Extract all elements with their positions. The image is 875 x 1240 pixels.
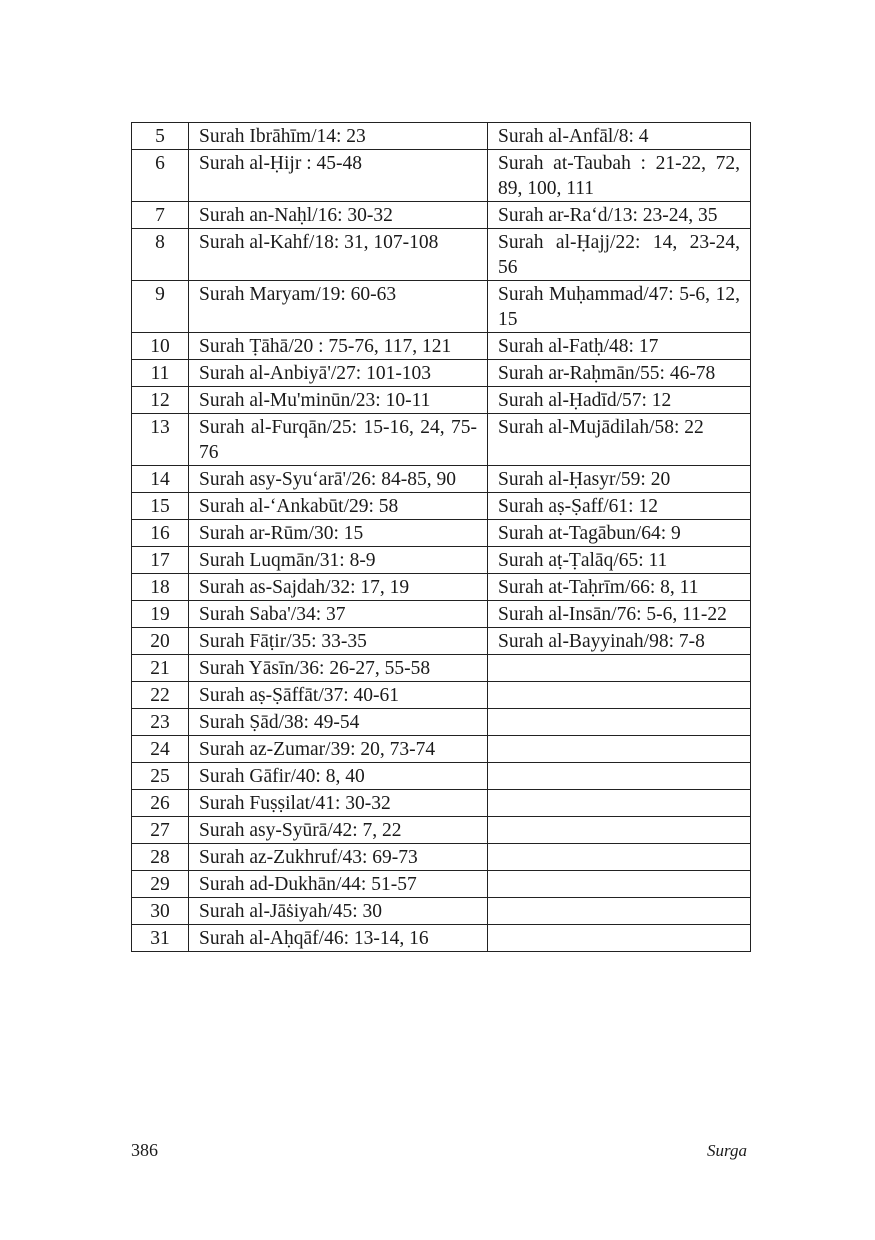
surah-cell-right: Surah aṭ-Ṭalāq/65: 11 — [488, 547, 751, 574]
surah-cell-right: Surah at-Taḥrīm/66: 8, 11 — [488, 574, 751, 601]
surah-cell-right — [488, 655, 751, 682]
table-row — [132, 763, 751, 790]
table-row — [132, 709, 751, 736]
table-row — [132, 574, 751, 601]
row-number: 14 — [132, 466, 189, 493]
row-number: 15 — [132, 493, 189, 520]
row-number: 29 — [132, 871, 189, 898]
surah-cell-left: Surah az-Zukhruf/43: 69-73 — [189, 844, 488, 871]
surah-cell-left: Surah al-Furqān/25: 15-16, 24, 75-76 — [189, 414, 488, 466]
surah-cell-left: Surah ar-Rūm/30: 15 — [189, 520, 488, 547]
table-row — [132, 898, 751, 925]
row-number: 20 — [132, 628, 189, 655]
table-row — [132, 520, 751, 547]
row-number: 7 — [132, 202, 189, 229]
row-number: 16 — [132, 520, 189, 547]
surah-cell-left: Surah Ibrāhīm/14: 23 — [189, 123, 488, 150]
surah-cell-left: Surah asy-Syu‘arā'/26: 84-85, 90 — [189, 466, 488, 493]
row-number: 21 — [132, 655, 189, 682]
surah-cell-left: Surah al-‘Ankabūt/29: 58 — [189, 493, 488, 520]
surah-cell-right: Surah ar-Ra‘d/13: 23-24, 35 — [488, 202, 751, 229]
surah-cell-left: Surah Saba'/34: 37 — [189, 601, 488, 628]
surah-cell-right: Surah al-Bayyinah/98: 7-8 — [488, 628, 751, 655]
surah-cell-left: Surah al-Ḥijr : 45-48 — [189, 150, 488, 202]
row-number: 10 — [132, 333, 189, 360]
surah-cell-right — [488, 817, 751, 844]
surah-cell-right: Surah al-Fatḥ/48: 17 — [488, 333, 751, 360]
surah-cell-left: Surah al-Aḥqāf/46: 13-14, 16 — [189, 925, 488, 952]
surah-cell-left: Surah Maryam/19: 60-63 — [189, 281, 488, 333]
row-number: 12 — [132, 387, 189, 414]
surah-cell-left: Surah al-Mu'minūn/23: 10-11 — [189, 387, 488, 414]
row-number: 18 — [132, 574, 189, 601]
table-row — [132, 601, 751, 628]
row-number: 17 — [132, 547, 189, 574]
table-row — [132, 547, 751, 574]
table-row — [132, 202, 751, 229]
table-row — [132, 682, 751, 709]
page-number: 386 — [131, 1140, 158, 1160]
running-title: Surga — [707, 1141, 747, 1160]
surah-cell-left: Surah Luqmān/31: 8-9 — [189, 547, 488, 574]
table-row — [132, 229, 751, 281]
surah-cell-right — [488, 682, 751, 709]
table-row — [132, 736, 751, 763]
surah-cell-left: Surah aṣ-Ṣāffāt/37: 40-61 — [189, 682, 488, 709]
surah-cell-right: Surah al-Ḥajj/22: 14, 23-24, 56 — [488, 229, 751, 281]
row-number: 28 — [132, 844, 189, 871]
surah-cell-right — [488, 709, 751, 736]
row-number: 26 — [132, 790, 189, 817]
surah-cell-left: Surah an-Naḥl/16: 30-32 — [189, 202, 488, 229]
surah-cell-right: Surah at-Taubah : 21-22, 72, 89, 100, 111 — [488, 150, 751, 202]
table-row — [132, 628, 751, 655]
surah-cell-left: Surah ad-Dukhān/44: 51-57 — [189, 871, 488, 898]
surah-cell-right: Surah al-Mujādilah/58: 22 — [488, 414, 751, 466]
table-row — [132, 333, 751, 360]
table-row — [132, 655, 751, 682]
surah-cell-left: Surah al-Jāṡiyah/45: 30 — [189, 898, 488, 925]
row-number: 19 — [132, 601, 189, 628]
surah-cell-left: Surah asy-Syūrā/42: 7, 22 — [189, 817, 488, 844]
row-number: 25 — [132, 763, 189, 790]
surah-cell-right: Surah al-Anfāl/8: 4 — [488, 123, 751, 150]
table-row — [132, 790, 751, 817]
surah-cell-right: Surah al-Insān/76: 5-6, 11-22 — [488, 601, 751, 628]
table-row — [132, 414, 751, 466]
table-row — [132, 466, 751, 493]
surah-cell-right: Surah aṣ-Ṣaff/61: 12 — [488, 493, 751, 520]
row-number: 23 — [132, 709, 189, 736]
table-row — [132, 387, 751, 414]
row-number: 5 — [132, 123, 189, 150]
surah-cell-right — [488, 925, 751, 952]
surah-cell-right: Surah at-Tagābun/64: 9 — [488, 520, 751, 547]
surah-cell-left: Surah Ṣād/38: 49-54 — [189, 709, 488, 736]
table-row — [132, 150, 751, 202]
table-row — [132, 493, 751, 520]
surah-reference-table — [131, 122, 751, 952]
surah-cell-right — [488, 790, 751, 817]
row-number: 11 — [132, 360, 189, 387]
surah-cell-right: Surah Muḥammad/47: 5-6, 12, 15 — [488, 281, 751, 333]
row-number: 13 — [132, 414, 189, 466]
table-row — [132, 360, 751, 387]
table-row — [132, 817, 751, 844]
table-row — [132, 281, 751, 333]
surah-cell-left: Surah Yāsīn/36: 26-27, 55-58 — [189, 655, 488, 682]
surah-cell-left: Surah Fāṭir/35: 33-35 — [189, 628, 488, 655]
row-number: 24 — [132, 736, 189, 763]
surah-cell-left: Surah al-Kahf/18: 31, 107-108 — [189, 229, 488, 281]
surah-cell-right: Surah ar-Raḥmān/55: 46-78 — [488, 360, 751, 387]
surah-cell-right — [488, 844, 751, 871]
surah-cell-right — [488, 898, 751, 925]
surah-cell-left: Surah al-Anbiyā'/27: 101-103 — [189, 360, 488, 387]
surah-cell-left: Surah az-Zumar/39: 20, 73-74 — [189, 736, 488, 763]
row-number: 30 — [132, 898, 189, 925]
row-number: 31 — [132, 925, 189, 952]
surah-cell-right — [488, 763, 751, 790]
surah-cell-right — [488, 871, 751, 898]
row-number: 22 — [132, 682, 189, 709]
surah-cell-left: Surah as-Sajdah/32: 17, 19 — [189, 574, 488, 601]
table-row — [132, 925, 751, 952]
table-body — [132, 123, 751, 952]
table-row — [132, 871, 751, 898]
row-number: 8 — [132, 229, 189, 281]
surah-cell-left: Surah Ṭāhā/20 : 75-76, 117, 121 — [189, 333, 488, 360]
surah-cell-right — [488, 736, 751, 763]
row-number: 6 — [132, 150, 189, 202]
table-row — [132, 844, 751, 871]
surah-cell-left: Surah Fuṣṣilat/41: 30-32 — [189, 790, 488, 817]
row-number: 9 — [132, 281, 189, 333]
row-number: 27 — [132, 817, 189, 844]
surah-cell-right: Surah al-Ḥasyr/59: 20 — [488, 466, 751, 493]
surah-cell-left: Surah Gāfir/40: 8, 40 — [189, 763, 488, 790]
table-row — [132, 123, 751, 150]
surah-cell-right: Surah al-Ḥadīd/57: 12 — [488, 387, 751, 414]
